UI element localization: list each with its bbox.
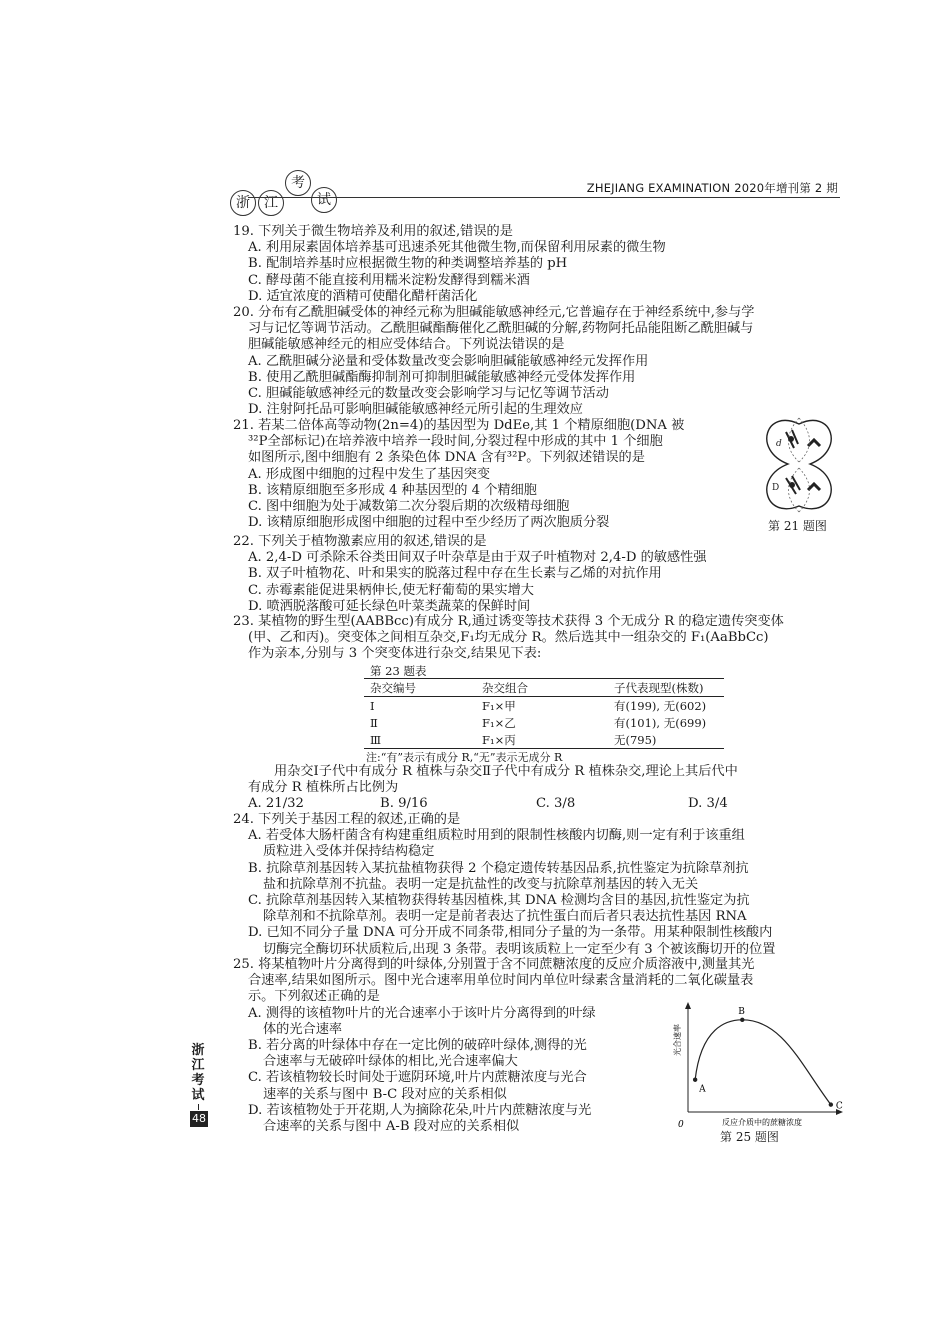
question-23 <box>233 614 784 663</box>
results-table <box>364 678 724 749</box>
option-c: C. 胆碱能敏感神经元的数量改变会影响学习与记忆等调节活动 <box>248 386 609 402</box>
origin-label: 0 <box>678 1120 684 1130</box>
figure-caption-21: 第 21 题图 <box>768 519 827 533</box>
question-stem: 21. 若某二倍体高等动物(2n=4)的基因型为 DdEe,其 1 个精原细胞(DNA 被 <box>233 418 685 433</box>
option-c: C. 酵母菌不能直接利用糯米淀粉发酵得到糯米酒 <box>248 272 530 288</box>
photosynthesis-chart <box>670 1000 845 1130</box>
question-stem: 示。下列叙述正确的是 <box>248 989 380 1005</box>
option-c: C. 赤霉素能促进果柄伸长,使无籽葡萄的果实增大 <box>248 582 534 598</box>
option-a: A. 利用尿素固体培养基可迅速杀死其他微生物,而保留利用尿素的微生物 <box>248 240 666 256</box>
table-header: 杂交编号 <box>370 680 416 695</box>
question-stem: 19. 下列关于微生物培养及利用的叙述,错误的是 <box>233 224 513 239</box>
option-a-cont: 质粒进入受体并保持结构稳定 <box>263 844 435 860</box>
option-d: D. 3/4 <box>688 796 728 812</box>
option-b-cont: 合速率与无破碎叶绿体的相比,光合速率偏大 <box>263 1054 518 1070</box>
side-tag-char: 浙 <box>191 1043 205 1058</box>
option-b: B. 9/16 <box>380 796 428 812</box>
table-header: 杂交组合 <box>482 680 528 695</box>
option-a: A. 形成图中细胞的过程中发生了基因突变 <box>248 466 491 482</box>
side-divider <box>198 1104 199 1110</box>
table-cell: 有(101), 无(699) <box>614 715 707 730</box>
option-c-cont: 速率的关系与图中 B-C 段对应的关系相似 <box>263 1086 507 1102</box>
side-tag-char: 考 <box>191 1073 205 1088</box>
question-19 <box>233 224 666 305</box>
point-label-b: B <box>738 1006 745 1017</box>
logo-char: 考 <box>285 170 311 196</box>
table-cell: Ⅰ <box>370 698 375 713</box>
table-cell: Ⅲ <box>370 732 382 747</box>
option-c-cont: 除草剂和不抗除草剂。表明一定是前者表达了抗性蛋白而后者只表达抗性基因 RNA <box>263 909 747 925</box>
y-axis-arrow <box>685 1002 691 1009</box>
table-row <box>364 731 724 749</box>
option-b-cont: 盐和抗除草剂不抗盐。表明一定是抗盐性的改变与抗除草剂基因的转入无关 <box>263 876 699 892</box>
table-cell: 无(795) <box>614 732 657 747</box>
question-stem: 24. 下列关于基因工程的叙述,正确的是 <box>233 812 461 827</box>
option-a: A. 测得的该植物叶片的光合速率小于该叶片分离得到的叶绿 <box>248 1005 596 1021</box>
option-d: D. 注射阿托品可影响胆碱能敏感神经元所引起的生理效应 <box>248 402 583 418</box>
table-cell: F₁×乙 <box>482 715 516 730</box>
option-a: A. 2,4-D 可杀除禾谷类田间双子叶杂草是由于双子叶植物对 2,4-D 的敏感性强 <box>248 550 707 566</box>
gene-label-D: D <box>772 483 780 493</box>
question-stem: 胆碱能敏感神经元的相应受体结合。下列说法错误的是 <box>248 337 565 353</box>
side-tag-char: 江 <box>191 1058 205 1073</box>
option-a: A. 若受体大肠杆菌含有构建重组质粒时用到的限制性核酸内切酶,则一定有利于该重组 <box>248 828 745 844</box>
table-cell: F₁×丙 <box>482 732 516 747</box>
point-label-a: A <box>699 1084 706 1095</box>
option-d: D. 若该植物处于开花期,人为摘除花朵,叶片内蔗糖浓度与光 <box>248 1102 592 1118</box>
table-row <box>364 697 724 715</box>
question-24 <box>233 812 776 958</box>
logo-char: 江 <box>258 190 284 216</box>
option-d: D. 喷洒脱落酸可延长绿色叶菜类蔬菜的保鲜时间 <box>248 598 531 614</box>
option-c: C. 抗除草剂基因转入某植物获得转基因植株,其 DNA 检测均含目的基因,抗性鉴定为抗 <box>248 893 750 909</box>
table-header: 子代表现型(株数) <box>614 680 704 695</box>
question-stem: 25. 将某植物叶片分离得到的叶绿体,分别置于含不同蔗糖浓度的反应介质溶液中,测量其光 <box>233 957 755 972</box>
question-21 <box>233 418 684 531</box>
option-b: B. 抗除草剂基因转入某抗盐植物获得 2 个稳定遗传转基因品系,抗性鉴定为抗除草剂抗 <box>248 860 749 876</box>
option-a: A. 21/32 <box>248 796 304 812</box>
option-b: B. 该精原细胞至多形成 4 种基因型的 4 个精细胞 <box>248 482 537 498</box>
point-label-c: C <box>835 1101 843 1112</box>
option-d: D. 适宜浓度的酒精可使醋化醋杆菌活化 <box>248 288 478 304</box>
y-axis-label: 光合速率 <box>673 1024 682 1056</box>
question-text: 用杂交Ⅰ子代中有成分 R 植株与杂交Ⅱ子代中有成分 R 植株杂交,理论上其后代中 <box>274 764 738 779</box>
table-cell: 有(199), 无(602) <box>614 698 707 713</box>
question-20 <box>233 305 754 418</box>
cell-outline <box>767 420 831 508</box>
table-cell: Ⅱ <box>370 715 378 730</box>
header-rule <box>248 197 840 198</box>
option-b: B. 双子叶植物花、叶和果实的脱落过程中存在生长素与乙烯的对抗作用 <box>248 566 662 582</box>
chromosome-upper <box>786 430 820 448</box>
option-b: B. 使用乙酰胆碱酯酶抑制剂可抑制胆碱能敏感神经元受体发挥作用 <box>248 369 636 385</box>
question-stem: 作为亲本,分别与 3 个突变体进行杂交,结果见下表: <box>248 646 542 662</box>
side-tag-char: 试 <box>191 1088 205 1103</box>
question-text: 有成分 R 植株所占比例为 <box>248 780 399 796</box>
option-b: B. 配制培养基时应根据微生物的种类调整培养基的 pH <box>248 256 568 272</box>
option-c: C. 若该植物较长时间处于遮阴环境,叶片内蔗糖浓度与光合 <box>248 1070 587 1086</box>
table-cell: F₁×甲 <box>482 698 516 713</box>
option-d-cont: 切酶完全酶切环状质粒后,出现 3 条带。表明该质粒上一定至少有 3 个被该酶切开的位置 <box>263 941 776 957</box>
option-c: C. 3/8 <box>536 796 576 812</box>
question-stem: ³²P全部标记)在培养液中培养一段时间,分裂过程中形成的其中 1 个细胞 <box>248 434 663 450</box>
header-title: ZHEJIANG EXAMINATION 2020年增刊第 2 期 <box>586 181 838 195</box>
figure-caption-25: 第 25 题图 <box>720 1130 779 1144</box>
logo-char: 浙 <box>230 190 256 216</box>
side-tag <box>190 1043 206 1103</box>
logo-char: 试 <box>311 187 337 213</box>
question-22 <box>233 534 707 615</box>
option-c: C. 图中细胞为处于减数第二次分裂后期的次级精母细胞 <box>248 499 570 515</box>
page-number: 48 <box>192 1112 206 1125</box>
table-note: 注:“有”表示有成分 R,“无”表示无成分 R <box>366 751 563 764</box>
table-title: 第 23 题表 <box>370 664 427 678</box>
x-axis-label: 反应介质中的蔗糖浓度 <box>722 1118 802 1127</box>
option-a: A. 乙酰胆碱分泌量和受体数量改变会影响胆碱能敏感神经元发挥作用 <box>248 353 649 369</box>
option-a-cont: 体的光合速率 <box>263 1021 343 1037</box>
photosynthesis-curve <box>695 1020 831 1105</box>
question-stem: 合速率,结果如图所示。图中光合速率用单位时间内单位叶绿素含量消耗的二氧化碳量表 <box>248 973 754 989</box>
question-stem: 23. 某植物的野生型(AABBcc)有成分 R,通过诱变等技术获得 3 个无成分 R 的稳定遗传突变体 <box>233 614 784 629</box>
question-stem: 如图所示,图中细胞有 2 条染色体 DNA 含有³²P。下列叙述错误的是 <box>248 450 645 466</box>
option-d: D. 该精原细胞形成图中细胞的过程中至少经历了两次胞质分裂 <box>248 515 610 531</box>
data-point-b <box>740 1018 744 1022</box>
table-header-row <box>364 679 724 697</box>
question-23-followup <box>248 764 738 812</box>
gene-label-d: d <box>776 439 782 449</box>
option-b: B. 若分离的叶绿体中存在一定比例的破碎叶绿体,测得的光 <box>248 1038 587 1054</box>
question-stem: 习与记忆等调节活动。乙酰胆碱酯酶催化乙酰胆碱的分解,药物阿托品能阻断乙酰胆碱与 <box>248 321 754 337</box>
option-d-cont: 合速率的关系与图中 A-B 段对应的关系相似 <box>263 1119 520 1135</box>
table-row <box>364 714 724 731</box>
data-point-c <box>829 1102 833 1106</box>
question-stem: (甲、乙和丙)。突变体之间相互杂交,F₁均无成分 R。然后选其中一组杂交的 F₁(AaBbCc) <box>248 630 769 646</box>
question-stem: 22. 下列关于植物激素应用的叙述,错误的是 <box>233 534 487 549</box>
option-d: D. 已知不同分子量 DNA 可分开成不同条带,相同分子量的为一条带。用某种限制性核酸内 <box>248 925 773 941</box>
cell-division-figure <box>758 412 840 518</box>
question-stem: 20. 分布有乙酰胆碱受体的神经元称为胆碱能敏感神经元,它普遍存在于神经系统中,参与学 <box>233 305 755 320</box>
data-point-a <box>693 1078 697 1082</box>
